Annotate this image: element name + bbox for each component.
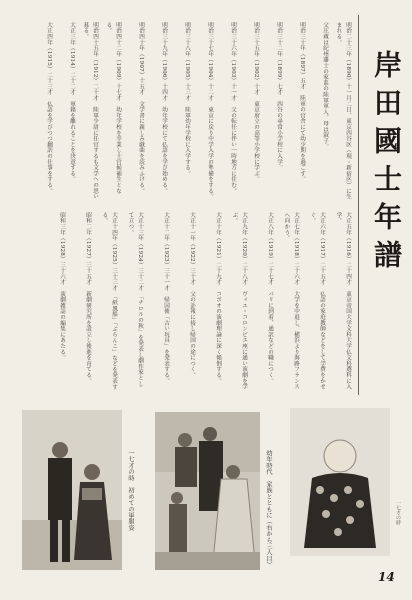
photo-youth-caption: 一七才の時 初めての軍服姿 [127, 450, 134, 531]
text-column: 昭和三年（1928）三十六才 演劇雑誌の編集にあたる。 [59, 212, 65, 361]
side-footnote: 一七才の時 [395, 500, 401, 525]
text-column: 明治三十二年（1899）七才 四谷の尋常小学校に入学。 [276, 22, 282, 171]
text-column: 大正十三年（1924）三十二才 「チロルの秋」を発表し劇作家として立つ。 [127, 212, 143, 387]
text-column: 明治三十年（1897）五才 陸軍の官舎にて幼少期を過ごす。 [299, 22, 305, 183]
text-column: 明治三十七年（1904）十二才 東京に戻り中学入学の準備をする。 [207, 22, 213, 200]
photo-family [155, 412, 260, 570]
photo-youth-uniform [22, 410, 122, 570]
text-column: 明治二十三年（1890）十一月二日、東京四谷区（現・新宿区）に生まれる。 [335, 22, 351, 200]
photo-infant-image [290, 408, 390, 556]
text-column: 明治四十二年（1909）十七才 幼年学校を卒業し士官候補生となる。 [105, 22, 121, 194]
text-column: 明治三十九年（1906）十四才 幼年学校にて仏語を学び始める。 [161, 22, 167, 194]
text-column: 大正十四年（1925）三十三才 「紙風船」「ぶらんこ」などを発表する。 [101, 212, 117, 390]
text-column: 大正十二年（1923）三十一才 帰国後「古い玩具」を発表する。 [163, 212, 169, 384]
article-title: 岸田國士年譜 [370, 50, 403, 278]
text-column: 大正六年（1917）二十五才 仏語の家庭教師などをして学費をかせぐ。 [309, 212, 325, 390]
text-column: 大正三年（1914）二十二才 軍籍を離れることを決意する。 [69, 22, 75, 183]
photo-youth-uniform-image [22, 410, 122, 570]
photo-family-caption: 幼年時代 家族とともに（右から三人目） [265, 450, 272, 568]
text-column: 大正十一年（1922）三十才 父の訃報に接し帰国の途につく。 [189, 212, 195, 378]
photo-infant [290, 408, 390, 556]
text-column: 大正十年（1921）二十九才 コポオの演劇理論に深く傾倒する。 [215, 212, 221, 384]
text-column: 大正四年（1915）二十三才 仏語を学びつつ翻訳の仕事をする。 [46, 22, 52, 194]
text-column: 大正五年（1916）二十四才 東京帝国大学文科大学仏文科選科に入学。 [335, 212, 351, 390]
photo-family-image [155, 412, 260, 570]
text-column: 明治三十五年（1902）十才 東京府立の高等小学校に学ぶ。 [253, 22, 259, 183]
text-column: 明治三十六年（1903）十一才 父の転任に伴い一時地方に住む。 [230, 22, 236, 194]
text-column: 明治四十年（1907）十五才 文学書に親しみ戯曲を読みふける。 [138, 22, 144, 194]
title-divider [358, 15, 359, 395]
text-column: 大正九年（1920）二十八才 ヴィユ・コロンビエ座に通い演劇を学ぶ。 [231, 212, 247, 390]
text-column: 明治四十五年（1912）二十才 陸軍少尉に任官するも文学への思い募る。 [82, 22, 98, 200]
text-column: 父庄蔵は紀州藩士の家系の陸軍軍人、母は淑子。 [322, 22, 328, 150]
text-column: 明治三十八年（1905）十三才 陸軍幼年学校に入学する。 [184, 22, 190, 177]
text-column: 大正八年（1919）二十七才 パリに到着、通訳などの職につく。 [267, 212, 273, 384]
page-number: 14 [378, 570, 395, 584]
text-column: 昭和二年（1927）三十五才 新劇研究所を設立し後進を育てる。 [85, 212, 91, 384]
text-column: 大正七年（1918）二十六才 大学を中退し、横浜より海路フランスへ向かう。 [283, 212, 299, 390]
